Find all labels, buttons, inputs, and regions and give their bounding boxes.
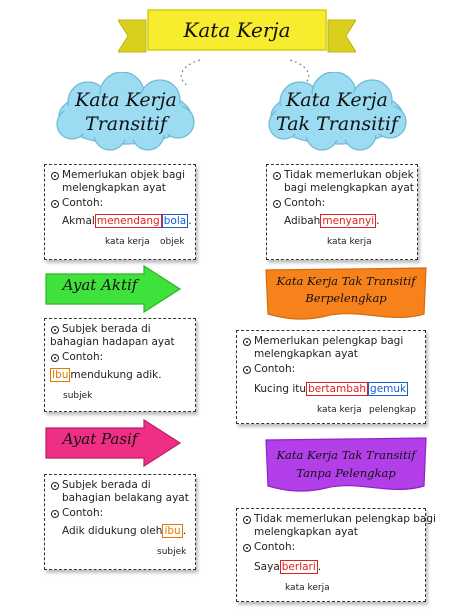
example-rest: mendukung adik. [70,369,162,381]
aktif-point-line2: bahagian hadapan ayat [50,336,175,348]
tanpa-point-line2: melengkapkan ayat [254,526,358,538]
example-before: Adik didukung oleh [62,525,163,537]
label-subjek: subjek [63,391,93,401]
example-complement: gemuk [370,383,407,395]
bullet-icon [273,172,281,180]
banner-berpelengkap-line2: Berpelengkap [305,291,387,305]
box-ayat-pasif [44,474,196,570]
box-tanpa-pelengkap [236,508,436,602]
example-subject: ibu [164,525,181,537]
cloud-transitif-title [62,88,190,136]
pasif-point-line2: bahagian belakang ayat [62,492,189,504]
ayat-aktif-label: Ayat Aktif [62,276,138,294]
transitif-point-line2: melengkapkan ayat [62,182,166,194]
label-pelengkap: pelengkap [369,405,416,415]
pasif-example [62,525,186,538]
tak-transitif-point-line2: bagi melengkapkan ayat [284,182,414,194]
banner-tanpa-line2: Tanpa Pelengkap [296,466,396,480]
example-verb: menyanyi [322,215,375,227]
cloud-tak-transitif-title [270,88,404,136]
berpelengkap-contoh-label: Contoh: [254,363,296,375]
example-verb: bertambah [308,383,367,395]
bullet-icon [243,338,251,346]
pasif-contoh-label: Contoh: [62,507,104,519]
box-tak-transitif [266,164,418,260]
example-object: bola [163,215,187,227]
bullet-icon [51,482,59,490]
cloud-tak-transitif-line1: Kata Kerja [286,89,388,111]
banner-berpelengkap-line1: Kata Kerja Tak Transitif [276,274,416,288]
berpelengkap-point-line1: Memerlukan pelengkap bagi [254,335,404,347]
aktif-contoh-label: Contoh: [62,351,104,363]
banner-tanpa-pelengkap-title [266,446,426,482]
berpelengkap-point-line2: melengkapkan ayat [254,348,358,360]
example-verb: berlari [281,561,316,573]
bullet-icon [51,172,59,180]
page-title: Kata Kerja [183,18,291,42]
berpelengkap-example [254,383,408,396]
label-objek: objek [160,237,185,247]
tak-transitif-example [284,215,379,228]
example-end: . [188,215,192,227]
bullet-icon [243,366,251,374]
label-kata-kerja: kata kerja [285,583,330,593]
example-subject: Saya [254,561,280,573]
label-subjek: subjek [157,547,187,557]
bullet-icon [243,544,251,552]
banner-berpelengkap-title [266,273,426,307]
bullet-icon [273,200,281,208]
example-end: . [317,561,322,573]
cloud-transitif-line2: Transitif [85,113,167,135]
ayat-pasif-label: Ayat Pasif [62,430,138,448]
cloud-tak-transitif-line2: Tak Transitif [276,113,398,135]
pasif-point-line1: Subjek berada di [62,479,151,491]
box-berpelengkap [236,330,426,424]
bullet-icon [51,354,59,362]
bullet-icon [51,200,59,208]
aktif-point-line1: Subjek berada di [62,323,151,335]
bullet-icon [51,326,59,334]
example-subject: Akmal [62,215,95,227]
tanpa-example [254,561,321,574]
tanpa-point-line1: Tidak memerlukan pelengkap bagi [254,513,436,525]
cloud-transitif-line1: Kata Kerja [75,89,177,111]
banner-tanpa-line1: Kata Kerja Tak Transitif [276,448,416,462]
example-end: . [376,215,380,227]
bullet-icon [243,516,251,524]
label-kata-kerja: kata kerja [105,237,150,247]
tak-transitif-contoh-label: Contoh: [284,197,326,209]
example-subject: Ibu [52,369,69,381]
transitif-example [62,215,192,228]
label-kata-kerja: kata kerja [327,237,372,247]
box-transitif [44,164,196,260]
example-subject: Adibah [284,215,321,227]
label-kata-kerja: kata kerja [317,405,362,415]
transitif-point-line1: Memerlukan objek bagi [62,169,185,181]
aktif-example [50,369,162,382]
bullet-icon [51,510,59,518]
box-ayat-aktif [44,318,196,412]
tak-transitif-point-line1: Tidak memerlukan objek [284,169,414,181]
example-verb: menendang [96,215,160,227]
tanpa-contoh-label: Contoh: [254,541,296,553]
transitif-contoh-label: Contoh: [62,197,104,209]
example-subject: Kucing itu [254,383,307,395]
example-end: . [182,525,187,537]
